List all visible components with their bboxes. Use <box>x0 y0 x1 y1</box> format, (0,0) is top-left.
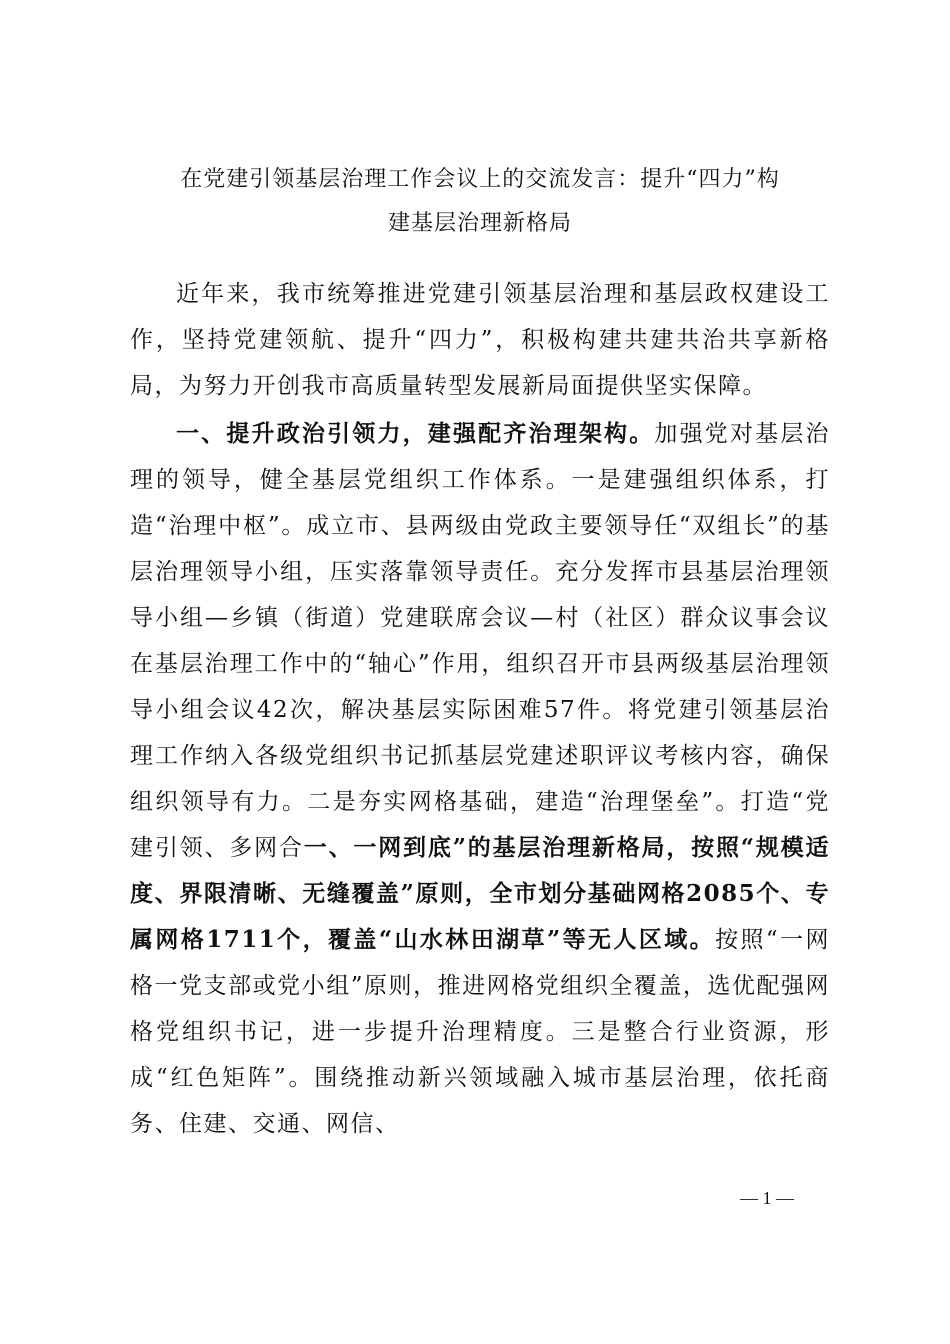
title-line-2: 建基层治理新格局 <box>387 211 572 236</box>
section-1-text-part1: 加强党对基层治理的领导，健全基层党组织工作体系。一是建强组织体系，打造“治理中枢”。成立市、县两级由党政主要领导任“双组长”的基层治理领导小组，压实落靠领导责任。充分发挥市县基层治理领导小组—乡镇（街道）党建联席会议—村（社区）群众议事会议在基层治理工作中的“轴心”作用，组织召开市县两级基层治理领导小组会议42次，解决基层实际困难57件。将党建引领基层治理工作纳入各级党组织书记抓基层党建述职评议考核内容，确保组织领导有力。二是夯实网格基础，建造“治理堡垒”。打造“党建引领、多网合 <box>130 421 831 861</box>
document-body <box>130 271 830 1147</box>
title-line-1: 在党建引领基层治理工作会议上的交流发言：提升“四力”构 <box>180 167 780 192</box>
section-1-text-part2: 按照“一网格一党支部或党小组”原则，推进网格党组织全覆盖，选优配强网格党组织书记，进一步提升治理精度。三是整合行业资源，形成“红色矩阵”。围绕推动新兴领域融入城市基层治理，依托商务、住建、交通、网信、 <box>130 927 830 1137</box>
section-1-paragraph <box>130 411 830 1147</box>
document-title <box>130 158 830 246</box>
section-1-heading: 一、提升政治引领力，建强配齐治理架构。 <box>176 420 655 447</box>
intro-paragraph: 近年来，我市统筹推进党建引领基层治理和基层政权建设工作，坚持党建领航、提升“四力”，积极构建共建共治共享新格局，为努力开创我市高质量转型发展新局面提供坚实保障。 <box>130 281 830 399</box>
section-1-text-bold: 一、一网到底”的基层治理新格局，按照“规模适度、界限清晰、无缝覆盖”原则，全市划分基础网格2085个、专属网格1711个，覆盖“山水林田湖草”等无人区域。 <box>130 834 830 953</box>
page-number: — 1 — <box>740 1188 794 1208</box>
